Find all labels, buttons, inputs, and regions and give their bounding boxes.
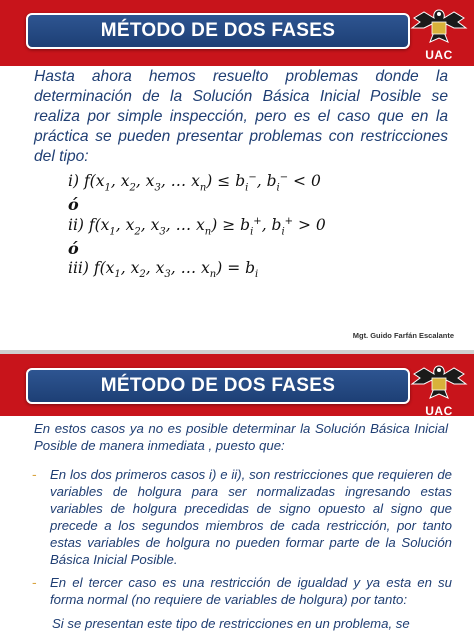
author-credit: Mgt. Guido Farfán Escalante (352, 331, 454, 340)
eq3-label: iii) (68, 259, 89, 277)
eq2-label: ii) (68, 216, 84, 235)
eq1-label: i) (68, 172, 80, 191)
equation-3: iii) $f(x_1$, $x_2$, $x_3$, … $x_n) = b_i$ (68, 259, 259, 281)
eq3-relation: = (227, 259, 241, 277)
eagle-icon (410, 358, 468, 404)
title-banner (26, 368, 410, 404)
or-separator-1: ó (68, 195, 79, 214)
equation-1: i) $f(x_1$, $x_2$, $x_3$, … $x_n) \le b_i^-$, $b_i^- < 0$ (68, 172, 321, 194)
bullet-text: En los dos primeros casos i) e ii), son restricciones que requieren de variables de holgura para ser normalizadas ingresando estas variables de holgura precedidas de signo opuesto al signo que precede a los segundos miembros de cada restricción, por tanto estas variables de holgura no pueden formar parte de la Solución Básica Inicial Posible. (50, 467, 452, 567)
logo-label: UAC (425, 404, 453, 418)
intro-paragraph: Hasta ahora hemos resuelto problemas donde la determinación de la Solución Básica Inicial Posible se realiza por simple inspección, pero es el caso que en la práctica se pueden presentar problemas con restricciones del tipo: (34, 68, 448, 165)
logo-label: UAC (425, 48, 453, 62)
university-logo (410, 2, 468, 62)
eagle-icon (410, 2, 468, 48)
continuation-text: Si se presentan este tipo de restricciones en un problema, se (52, 616, 410, 631)
equation-2: ii) $f(x_1$, $x_2$, $x_3$, … $x_n) \ge b_i^+$, $b_i^+ > 0$ (68, 216, 326, 238)
or-separator-2: ó (68, 239, 79, 258)
slide-title: MÉTODO DE DOS FASES (100, 20, 336, 41)
university-logo (410, 358, 468, 418)
bullet-text: En el tercer caso es una restricción de igualdad y ya esta en su forma normal (no requiere de variables de holgura) por tanto: (50, 575, 452, 607)
title-banner (26, 13, 410, 49)
bullet-item-1 (32, 466, 452, 568)
slide-title: MÉTODO DE DOS FASES (100, 375, 336, 396)
eq2-tail: > 0 (298, 216, 326, 235)
eq2-relation: ≥ (222, 216, 236, 235)
eq1-tail: < 0 (293, 172, 321, 191)
slide2-intro-paragraph: En estos casos ya no es posible determinar la Solución Básica Inicial Posible de manera inmediata , puesto que: (34, 421, 448, 453)
eq1-relation: ≤ (217, 172, 231, 191)
bullet-item-2 (32, 574, 452, 608)
bullet-marker: - (32, 466, 37, 482)
bullet-marker: - (32, 574, 37, 590)
